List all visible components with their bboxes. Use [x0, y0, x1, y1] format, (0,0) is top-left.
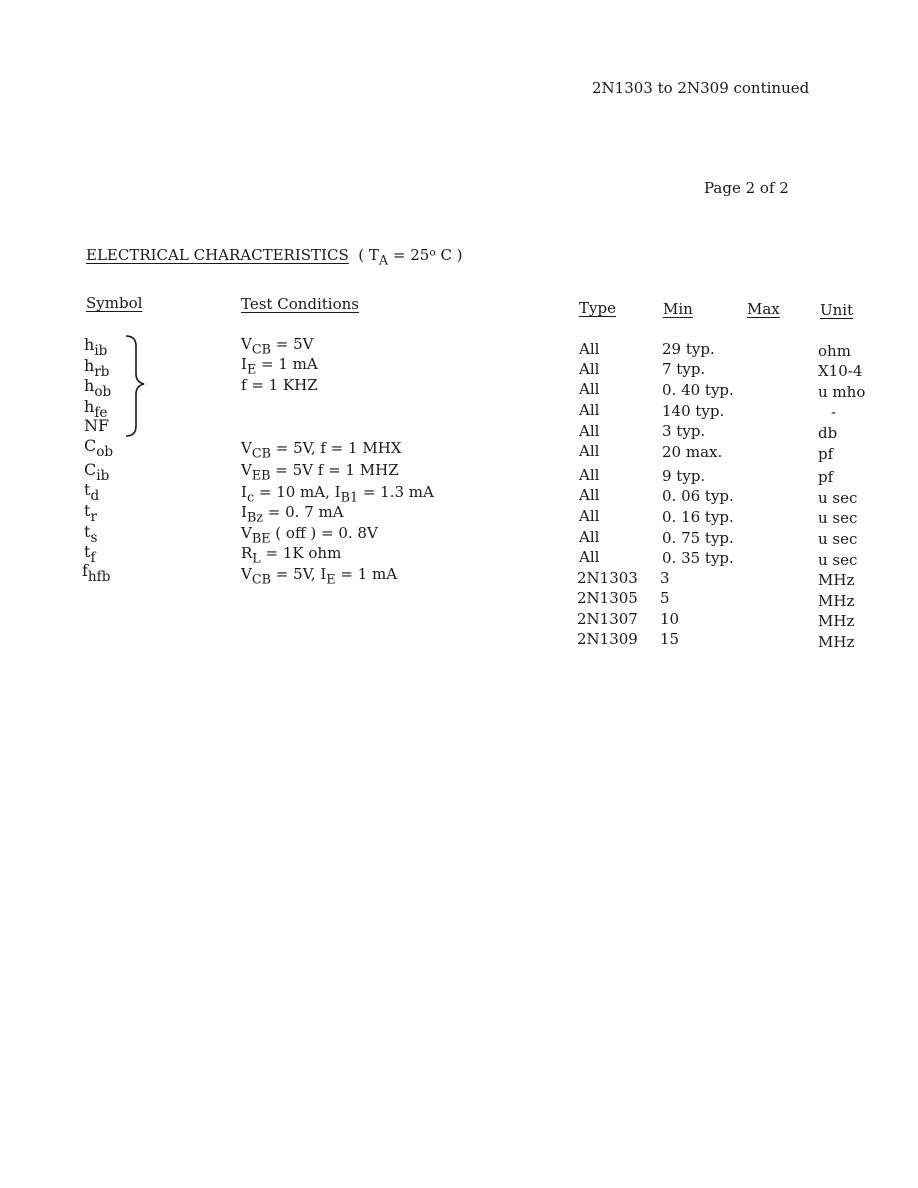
condition-row: $I_E = 1$ mA	[241, 355, 318, 378]
type-cell: All	[579, 528, 600, 546]
unit-cell: MHz	[818, 571, 855, 589]
type-cell: All	[579, 548, 600, 566]
type-cell: All	[579, 340, 600, 358]
col-header-symbol: Symbol	[86, 294, 143, 312]
type-cell: 2N1307	[577, 610, 638, 628]
unit-cell: u mho	[818, 383, 866, 401]
symbol-row: $C_{ib}$	[84, 460, 110, 484]
type-cell: All	[579, 507, 600, 525]
min-cell: 0. 16 typ.	[662, 508, 734, 526]
symbol-row: $h_{rb}$	[84, 356, 110, 380]
min-cell: 3	[660, 569, 670, 587]
unit-cell: MHz	[818, 612, 855, 630]
type-cell: 2N1303	[577, 569, 638, 587]
min-cell: 9 typ.	[662, 467, 706, 485]
symbol-row: $t_d$	[84, 480, 100, 504]
symbol-row: $t_f$	[84, 542, 96, 566]
symbol-row: $h_{ob}$	[84, 376, 112, 400]
type-cell: All	[579, 466, 600, 484]
min-cell: 0. 35 typ.	[662, 549, 734, 567]
unit-cell: u sec	[818, 530, 858, 548]
condition-row: $R_L = 1K$ ohm	[241, 544, 342, 567]
min-cell: 29 typ.	[662, 340, 715, 358]
symbol-row: $f_{hfb}$	[82, 561, 111, 585]
unit-cell: pf	[818, 468, 834, 486]
type-cell: All	[579, 401, 600, 419]
symbol-row: $t_s$	[84, 522, 98, 546]
min-cell: 5	[660, 589, 670, 607]
type-cell: 2N1309	[577, 630, 638, 648]
min-cell: 0. 06 typ.	[662, 487, 734, 505]
grouping-brace-icon	[122, 334, 150, 438]
min-cell: 3 typ.	[662, 422, 706, 440]
symbol-row: $h_{fe}$	[84, 397, 108, 421]
condition-row: $V_{BE}$ ( off ) = 0. 8V	[241, 524, 378, 547]
unit-cell: MHz	[818, 633, 855, 651]
type-cell: All	[579, 422, 600, 440]
type-cell: All	[579, 360, 600, 378]
symbol-row: $t_r$	[84, 501, 97, 525]
unit-cell: u sec	[818, 509, 858, 527]
symbol-row: $C_{ob}$	[84, 436, 114, 460]
type-cell: 2N1305	[577, 589, 638, 607]
condition-row: $V_{CB} = 5V$, f = 1 MHX	[241, 439, 402, 462]
section-heading	[86, 246, 463, 269]
type-cell: All	[579, 442, 600, 460]
unit-cell: ohm	[818, 342, 851, 360]
min-cell: 15	[660, 630, 680, 648]
col-header-unit: Unit	[820, 301, 854, 319]
min-cell: 140 typ.	[662, 402, 725, 420]
section-title: ELECTRICAL CHARACTERISTICS	[86, 246, 349, 264]
min-cell: 0. 75 typ.	[662, 529, 734, 547]
condition-row: f = 1 KHZ	[241, 376, 318, 394]
unit-cell: u sec	[818, 489, 858, 507]
unit-cell: -	[831, 403, 837, 421]
unit-cell: X10-4	[818, 362, 863, 380]
col-header-max: Max	[747, 300, 780, 318]
section-condition: ( $T_A = 25^o$ C )	[358, 246, 463, 269]
condition-row: $V_{EB} = 5V$ f = 1 MHZ	[241, 461, 399, 484]
type-cell: All	[579, 380, 600, 398]
min-cell: 7 typ.	[662, 360, 706, 378]
col-header-type: Type	[579, 299, 616, 317]
continued-header: 2N1303 to 2N309 continued	[592, 79, 810, 97]
page-number: Page 2 of 2	[704, 179, 789, 197]
unit-cell: u sec	[818, 551, 858, 569]
col-header-min: Min	[663, 300, 693, 318]
type-cell: All	[579, 486, 600, 504]
symbol-row: $h_{ib}$	[84, 335, 108, 359]
unit-cell: db	[818, 424, 838, 442]
condition-row: $V_{CB} = 5V$, $I_E = 1$ mA	[241, 565, 398, 588]
min-cell: 10	[660, 610, 680, 628]
min-cell: 0. 40 typ.	[662, 381, 734, 399]
condition-row: $I_{Bz} = 0$. 7 mA	[241, 503, 344, 526]
condition-row: $I_c = 10$ mA, $I_{B1} = 1.3$ mA	[241, 483, 434, 506]
symbol-row: NF	[84, 416, 110, 435]
min-cell: 20 max.	[662, 443, 723, 461]
unit-cell: pf	[818, 445, 834, 463]
condition-row: $V_{CB} = 5V$	[241, 335, 314, 358]
col-header-test-conditions: Test Conditions	[241, 295, 359, 313]
unit-cell: MHz	[818, 592, 855, 610]
